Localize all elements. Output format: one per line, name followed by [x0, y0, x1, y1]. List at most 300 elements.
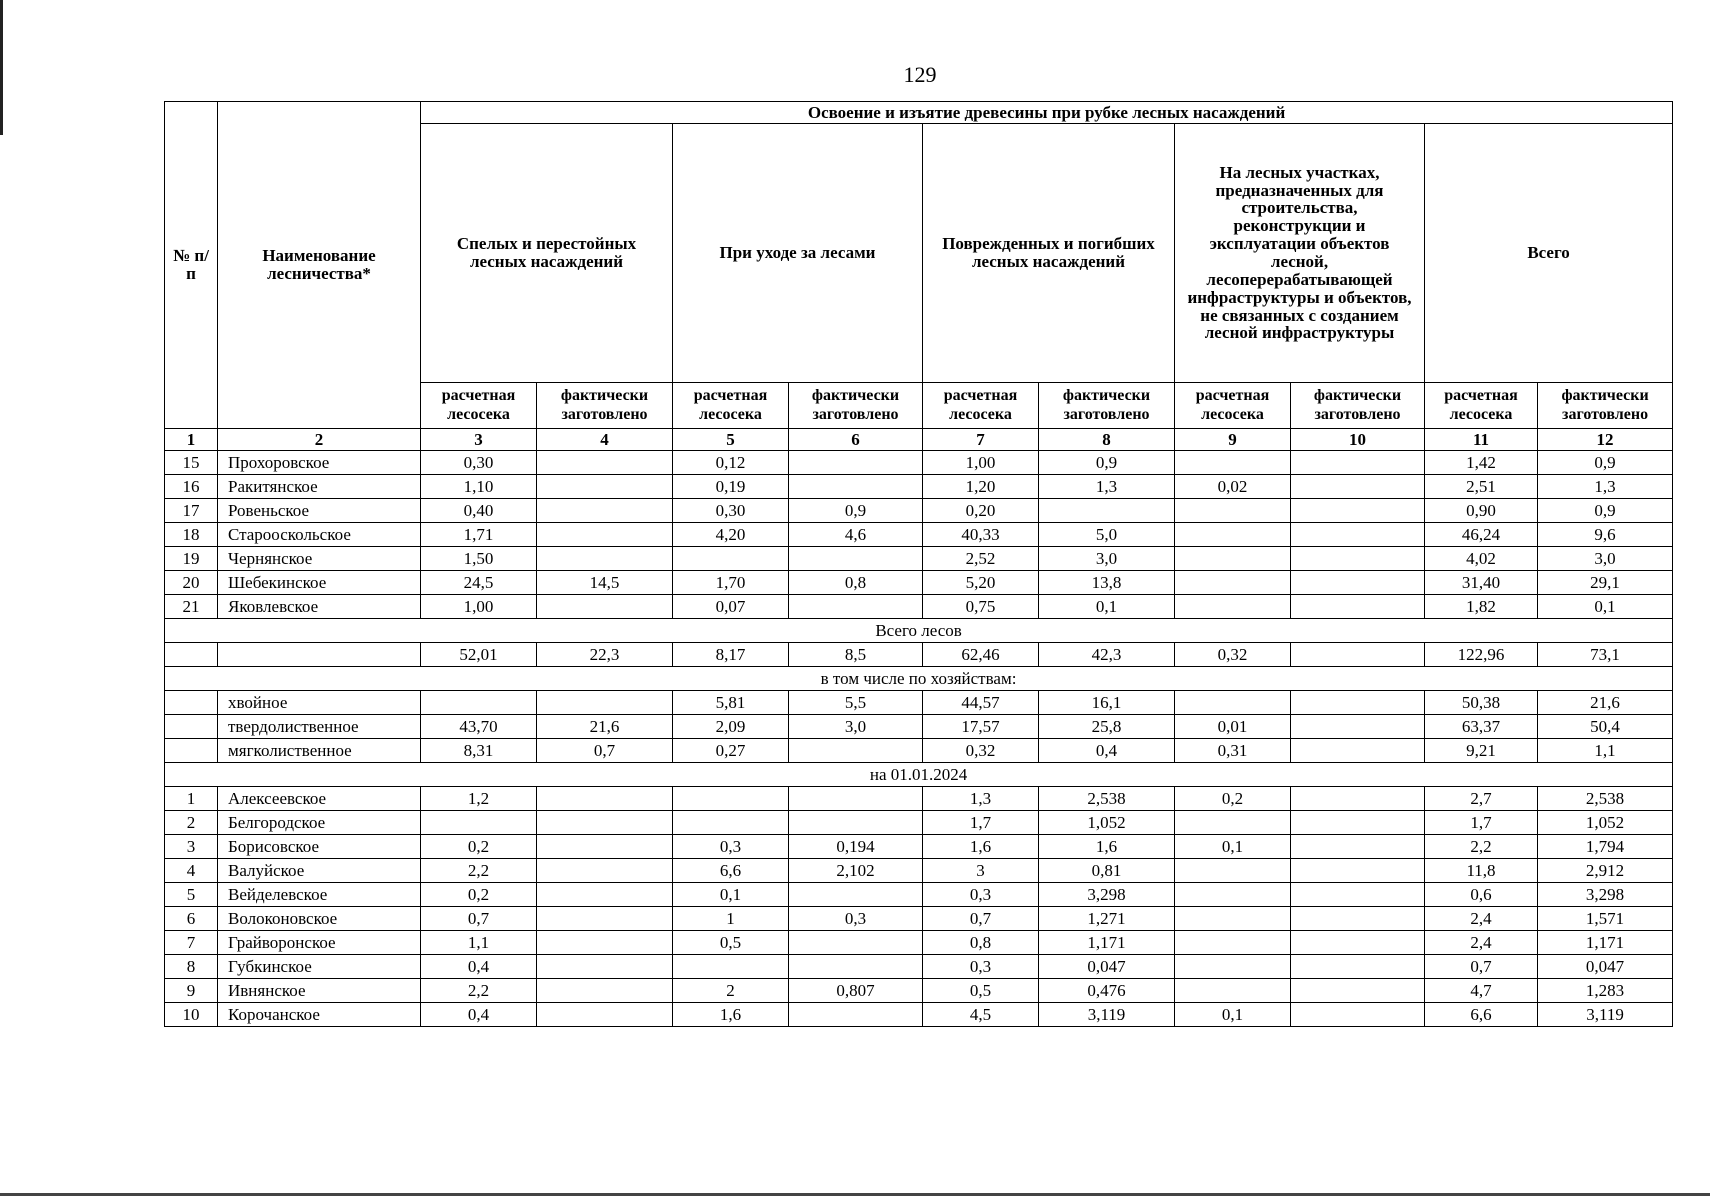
value-cell	[537, 811, 673, 835]
value-cell: 0,90	[1425, 499, 1538, 523]
row-number: 1	[165, 787, 218, 811]
value-cell: 0,047	[1538, 955, 1673, 979]
value-cell: 0,194	[789, 835, 923, 859]
value-cell: 1,42	[1425, 451, 1538, 475]
subheader-calc: расчетная лесосека	[421, 383, 537, 429]
value-cell	[789, 475, 923, 499]
value-cell: 1,052	[1538, 811, 1673, 835]
value-cell: 0,807	[789, 979, 923, 1003]
value-cell	[537, 1003, 673, 1027]
column-index: 5	[673, 429, 789, 451]
value-cell: 1,794	[1538, 835, 1673, 859]
value-cell	[1175, 907, 1291, 931]
value-cell	[1291, 955, 1425, 979]
value-cell	[673, 955, 789, 979]
row-number: 16	[165, 475, 218, 499]
forestry-name: Грайворонское	[218, 931, 421, 955]
value-cell: 3,298	[1538, 883, 1673, 907]
value-cell: 2,2	[421, 979, 537, 1003]
value-cell: 6,6	[1425, 1003, 1538, 1027]
value-cell: 3,298	[1039, 883, 1175, 907]
value-cell: 0,3	[923, 955, 1039, 979]
table-row	[165, 883, 1673, 907]
value-cell	[789, 811, 923, 835]
value-cell: 0,31	[1175, 739, 1291, 763]
table-row	[165, 523, 1673, 547]
header-col-num: № п/п	[165, 102, 218, 429]
table-row	[165, 643, 1673, 667]
value-cell: 0,9	[789, 499, 923, 523]
forestry-name: Прохоровское	[218, 451, 421, 475]
value-cell: 2,912	[1538, 859, 1673, 883]
value-cell	[1291, 907, 1425, 931]
value-cell: 2,52	[923, 547, 1039, 571]
section-date-label: на 01.01.2024	[165, 763, 1673, 787]
table-row	[165, 955, 1673, 979]
value-cell	[537, 475, 673, 499]
value-cell	[537, 955, 673, 979]
forestry-name: Яковлевское	[218, 595, 421, 619]
value-cell: 0,07	[673, 595, 789, 619]
value-cell: 0,30	[421, 451, 537, 475]
value-cell	[789, 931, 923, 955]
value-cell: 0,19	[673, 475, 789, 499]
value-cell: 1,7	[1425, 811, 1538, 835]
value-cell: 0,1	[1039, 595, 1175, 619]
value-cell: 0,30	[673, 499, 789, 523]
value-cell: 0,9	[1538, 451, 1673, 475]
value-cell: 5,20	[923, 571, 1039, 595]
row-number: 15	[165, 451, 218, 475]
value-cell: 0,047	[1039, 955, 1175, 979]
value-cell: 63,37	[1425, 715, 1538, 739]
header-group-mature: Спелых и перестойных лесных насаждений	[421, 124, 673, 383]
value-cell	[1175, 691, 1291, 715]
forestry-name: Волоконовское	[218, 907, 421, 931]
value-cell: 1,7	[923, 811, 1039, 835]
column-index: 8	[1039, 429, 1175, 451]
value-cell	[789, 451, 923, 475]
value-cell	[1291, 787, 1425, 811]
column-index: 9	[1175, 429, 1291, 451]
column-index: 3	[421, 429, 537, 451]
value-cell	[537, 451, 673, 475]
subheader-fact: фактически заготовлено	[537, 383, 673, 429]
value-cell: 3,0	[1039, 547, 1175, 571]
value-cell	[789, 787, 923, 811]
value-cell: 0,9	[1039, 451, 1175, 475]
value-cell: 25,8	[1039, 715, 1175, 739]
value-cell	[1175, 499, 1291, 523]
column-index: 2	[218, 429, 421, 451]
row-number	[165, 643, 218, 667]
value-cell: 73,1	[1538, 643, 1673, 667]
row-number: 18	[165, 523, 218, 547]
value-cell	[1039, 499, 1175, 523]
value-cell: 17,57	[923, 715, 1039, 739]
value-cell: 1,50	[421, 547, 537, 571]
value-cell: 1,10	[421, 475, 537, 499]
value-cell	[789, 883, 923, 907]
value-cell: 3,0	[1538, 547, 1673, 571]
header-main: Освоение и изъятие древесины при рубке лесных насаждений	[421, 102, 1673, 124]
subheader-calc: расчетная лесосека	[1175, 383, 1291, 429]
value-cell	[1291, 739, 1425, 763]
value-cell	[1175, 451, 1291, 475]
table-row	[165, 499, 1673, 523]
forestry-name: мягколиственное	[218, 739, 421, 763]
value-cell: 0,4	[421, 955, 537, 979]
value-cell: 4,7	[1425, 979, 1538, 1003]
value-cell: 0,32	[923, 739, 1039, 763]
value-cell: 2,7	[1425, 787, 1538, 811]
value-cell: 21,6	[1538, 691, 1673, 715]
value-cell: 5,0	[1039, 523, 1175, 547]
value-cell: 5,5	[789, 691, 923, 715]
row-number: 21	[165, 595, 218, 619]
table-row	[165, 547, 1673, 571]
value-cell	[789, 547, 923, 571]
value-cell: 0,7	[1425, 955, 1538, 979]
value-cell: 2,538	[1538, 787, 1673, 811]
column-index: 7	[923, 429, 1039, 451]
row-number: 3	[165, 835, 218, 859]
value-cell: 0,3	[673, 835, 789, 859]
row-number: 19	[165, 547, 218, 571]
value-cell	[537, 595, 673, 619]
value-cell: 0,27	[673, 739, 789, 763]
value-cell: 46,24	[1425, 523, 1538, 547]
value-cell	[1291, 523, 1425, 547]
forestry-name: Ровеньское	[218, 499, 421, 523]
value-cell: 43,70	[421, 715, 537, 739]
value-cell: 4,5	[923, 1003, 1039, 1027]
value-cell: 31,40	[1425, 571, 1538, 595]
row-number: 8	[165, 955, 218, 979]
value-cell: 1,6	[673, 1003, 789, 1027]
value-cell: 0,75	[923, 595, 1039, 619]
value-cell: 22,3	[537, 643, 673, 667]
value-cell	[1291, 835, 1425, 859]
value-cell	[1291, 931, 1425, 955]
value-cell: 1	[673, 907, 789, 931]
row-number: 17	[165, 499, 218, 523]
value-cell: 21,6	[537, 715, 673, 739]
value-cell: 2,538	[1039, 787, 1175, 811]
table-row	[165, 715, 1673, 739]
rows-top-group	[165, 451, 1673, 619]
section-farms-label: в том числе по хозяйствам:	[165, 667, 1673, 691]
forestry-name	[218, 643, 421, 667]
value-cell: 1,171	[1039, 931, 1175, 955]
value-cell	[537, 883, 673, 907]
value-cell	[537, 979, 673, 1003]
value-cell: 1,3	[1039, 475, 1175, 499]
value-cell	[1175, 955, 1291, 979]
value-cell: 2,09	[673, 715, 789, 739]
row-number	[165, 739, 218, 763]
value-cell: 1,1	[421, 931, 537, 955]
table-row	[165, 811, 1673, 835]
value-cell: 0,8	[789, 571, 923, 595]
value-cell: 4,20	[673, 523, 789, 547]
value-cell	[1291, 571, 1425, 595]
value-cell	[1175, 883, 1291, 907]
forestry-name: Белгородское	[218, 811, 421, 835]
value-cell: 1,171	[1538, 931, 1673, 955]
table-row	[165, 571, 1673, 595]
header-group-total: Всего	[1425, 124, 1673, 383]
value-cell	[1175, 979, 1291, 1003]
header-group-damaged: Поврежденных и погибших лесных насаждений	[923, 124, 1175, 383]
forestry-name: Ракитянское	[218, 475, 421, 499]
row-number: 10	[165, 1003, 218, 1027]
value-cell	[537, 691, 673, 715]
value-cell: 0,4	[1039, 739, 1175, 763]
column-index: 4	[537, 429, 673, 451]
value-cell: 0,2	[1175, 787, 1291, 811]
value-cell: 3,0	[789, 715, 923, 739]
value-cell: 2,102	[789, 859, 923, 883]
value-cell	[537, 523, 673, 547]
subheader-fact: фактически заготовлено	[1291, 383, 1425, 429]
value-cell: 0,1	[1538, 595, 1673, 619]
subheader-calc: расчетная лесосека	[1425, 383, 1538, 429]
value-cell	[673, 811, 789, 835]
value-cell: 2,2	[421, 859, 537, 883]
value-cell	[537, 907, 673, 931]
value-cell	[673, 547, 789, 571]
row-number	[165, 691, 218, 715]
value-cell	[421, 811, 537, 835]
table-row	[165, 859, 1673, 883]
value-cell: 1,571	[1538, 907, 1673, 931]
value-cell	[537, 835, 673, 859]
value-cell: 0,02	[1175, 475, 1291, 499]
column-index: 6	[789, 429, 923, 451]
table-row	[165, 979, 1673, 1003]
row-number: 7	[165, 931, 218, 955]
subheader-calc: расчетная лесосека	[923, 383, 1039, 429]
value-cell: 2,4	[1425, 907, 1538, 931]
value-cell: 1,3	[923, 787, 1039, 811]
value-cell: 1,6	[1039, 835, 1175, 859]
value-cell: 8,5	[789, 643, 923, 667]
value-cell: 0,6	[1425, 883, 1538, 907]
value-cell: 0,8	[923, 931, 1039, 955]
value-cell: 0,5	[673, 931, 789, 955]
value-cell: 14,5	[537, 571, 673, 595]
value-cell	[1175, 595, 1291, 619]
value-cell: 2,4	[1425, 931, 1538, 955]
value-cell: 0,40	[421, 499, 537, 523]
value-cell: 1,20	[923, 475, 1039, 499]
value-cell: 0,476	[1039, 979, 1175, 1003]
value-cell: 1,271	[1039, 907, 1175, 931]
value-cell	[789, 1003, 923, 1027]
value-cell: 1,2	[421, 787, 537, 811]
value-cell	[1291, 691, 1425, 715]
forestry-name: Старооскольское	[218, 523, 421, 547]
value-cell: 1,00	[923, 451, 1039, 475]
value-cell: 4,6	[789, 523, 923, 547]
value-cell: 3,119	[1538, 1003, 1673, 1027]
value-cell	[1175, 571, 1291, 595]
forestry-name: Алексеевское	[218, 787, 421, 811]
value-cell	[789, 955, 923, 979]
value-cell	[1175, 547, 1291, 571]
rows-2024-group	[165, 787, 1673, 1027]
table-row	[165, 787, 1673, 811]
header-group-care: При уходе за лесами	[673, 124, 923, 383]
row-number: 9	[165, 979, 218, 1003]
value-cell	[1291, 643, 1425, 667]
value-cell	[1291, 859, 1425, 883]
forestry-name: Валуйское	[218, 859, 421, 883]
value-cell: 24,5	[421, 571, 537, 595]
row-number: 4	[165, 859, 218, 883]
value-cell	[1291, 1003, 1425, 1027]
subheader-fact: фактически заготовлено	[1039, 383, 1175, 429]
table-row	[165, 1003, 1673, 1027]
value-cell	[1291, 595, 1425, 619]
value-cell	[537, 859, 673, 883]
value-cell: 0,12	[673, 451, 789, 475]
value-cell	[537, 499, 673, 523]
table-row	[165, 907, 1673, 931]
value-cell	[1291, 547, 1425, 571]
total-row-group	[165, 643, 1673, 667]
value-cell	[1175, 811, 1291, 835]
value-cell: 5,81	[673, 691, 789, 715]
farm-rows-group	[165, 691, 1673, 763]
row-number	[165, 715, 218, 739]
table-row	[165, 691, 1673, 715]
row-number: 6	[165, 907, 218, 931]
value-cell: 1,82	[1425, 595, 1538, 619]
value-cell	[1291, 979, 1425, 1003]
value-cell	[1175, 859, 1291, 883]
forestry-name: Ивнянское	[218, 979, 421, 1003]
subheader-calc: расчетная лесосека	[673, 383, 789, 429]
value-cell: 8,31	[421, 739, 537, 763]
value-cell: 0,3	[923, 883, 1039, 907]
value-cell	[1291, 475, 1425, 499]
value-cell	[1291, 715, 1425, 739]
value-cell	[1291, 811, 1425, 835]
value-cell: 0,5	[923, 979, 1039, 1003]
value-cell: 122,96	[1425, 643, 1538, 667]
value-cell: 40,33	[923, 523, 1039, 547]
table-row	[165, 451, 1673, 475]
table-row	[165, 835, 1673, 859]
section-total-label: Всего лесов	[165, 619, 1673, 643]
value-cell: 62,46	[923, 643, 1039, 667]
value-cell: 0,1	[673, 883, 789, 907]
value-cell: 0,1	[1175, 1003, 1291, 1027]
value-cell	[1175, 931, 1291, 955]
value-cell: 29,1	[1538, 571, 1673, 595]
value-cell	[537, 787, 673, 811]
column-index: 12	[1538, 429, 1673, 451]
subheader-fact: фактически заготовлено	[789, 383, 923, 429]
subheader-fact: фактически заготовлено	[1538, 383, 1673, 429]
value-cell	[789, 739, 923, 763]
value-cell: 3	[923, 859, 1039, 883]
row-number: 20	[165, 571, 218, 595]
value-cell	[673, 787, 789, 811]
forestry-name: Вейделевское	[218, 883, 421, 907]
table-row	[165, 739, 1673, 763]
value-cell: 44,57	[923, 691, 1039, 715]
value-cell	[537, 547, 673, 571]
table-row	[165, 595, 1673, 619]
value-cell: 50,38	[1425, 691, 1538, 715]
value-cell: 0,3	[789, 907, 923, 931]
value-cell	[1291, 451, 1425, 475]
value-cell: 0,7	[923, 907, 1039, 931]
forestry-name: Борисовское	[218, 835, 421, 859]
value-cell: 1,70	[673, 571, 789, 595]
value-cell: 1,052	[1039, 811, 1175, 835]
value-cell: 1,283	[1538, 979, 1673, 1003]
value-cell: 3,119	[1039, 1003, 1175, 1027]
forestry-name: Губкинское	[218, 955, 421, 979]
value-cell: 16,1	[1039, 691, 1175, 715]
column-index: 10	[1291, 429, 1425, 451]
value-cell: 52,01	[421, 643, 537, 667]
value-cell	[1291, 883, 1425, 907]
value-cell: 11,8	[1425, 859, 1538, 883]
value-cell: 0,81	[1039, 859, 1175, 883]
value-cell: 9,21	[1425, 739, 1538, 763]
value-cell: 6,6	[673, 859, 789, 883]
row-number: 5	[165, 883, 218, 907]
page-number: 129	[903, 62, 937, 87]
value-cell: 2,51	[1425, 475, 1538, 499]
value-cell	[537, 931, 673, 955]
value-cell: 0,7	[537, 739, 673, 763]
value-cell: 0,32	[1175, 643, 1291, 667]
value-cell	[1175, 523, 1291, 547]
value-cell: 1,6	[923, 835, 1039, 859]
value-cell: 50,4	[1538, 715, 1673, 739]
value-cell: 2,2	[1425, 835, 1538, 859]
value-cell: 0,20	[923, 499, 1039, 523]
forestry-name: твердолиственное	[218, 715, 421, 739]
value-cell: 2	[673, 979, 789, 1003]
value-cell: 0,2	[421, 835, 537, 859]
forestry-name: Чернянское	[218, 547, 421, 571]
forestry-name: Корочанское	[218, 1003, 421, 1027]
value-cell: 42,3	[1039, 643, 1175, 667]
header-group-infrastructure: На лесных участках, предназначенных для строительства, реконструкции и эксплуатации объектов лесной, лесоперерабатывающей инфраструктуры и объектов, не связанных с созданием лесной инфраструктуры	[1175, 124, 1425, 383]
value-cell: 0,2	[421, 883, 537, 907]
header-col-name: Наименование лесничества*	[218, 102, 421, 429]
scan-edge-bottom	[0, 1193, 1710, 1196]
forestry-name: хвойное	[218, 691, 421, 715]
value-cell: 13,8	[1039, 571, 1175, 595]
value-cell: 4,02	[1425, 547, 1538, 571]
table-row	[165, 931, 1673, 955]
value-cell: 1,1	[1538, 739, 1673, 763]
value-cell: 0,1	[1175, 835, 1291, 859]
value-cell	[421, 691, 537, 715]
value-cell: 8,17	[673, 643, 789, 667]
value-cell	[789, 595, 923, 619]
value-cell: 1,71	[421, 523, 537, 547]
row-number: 2	[165, 811, 218, 835]
